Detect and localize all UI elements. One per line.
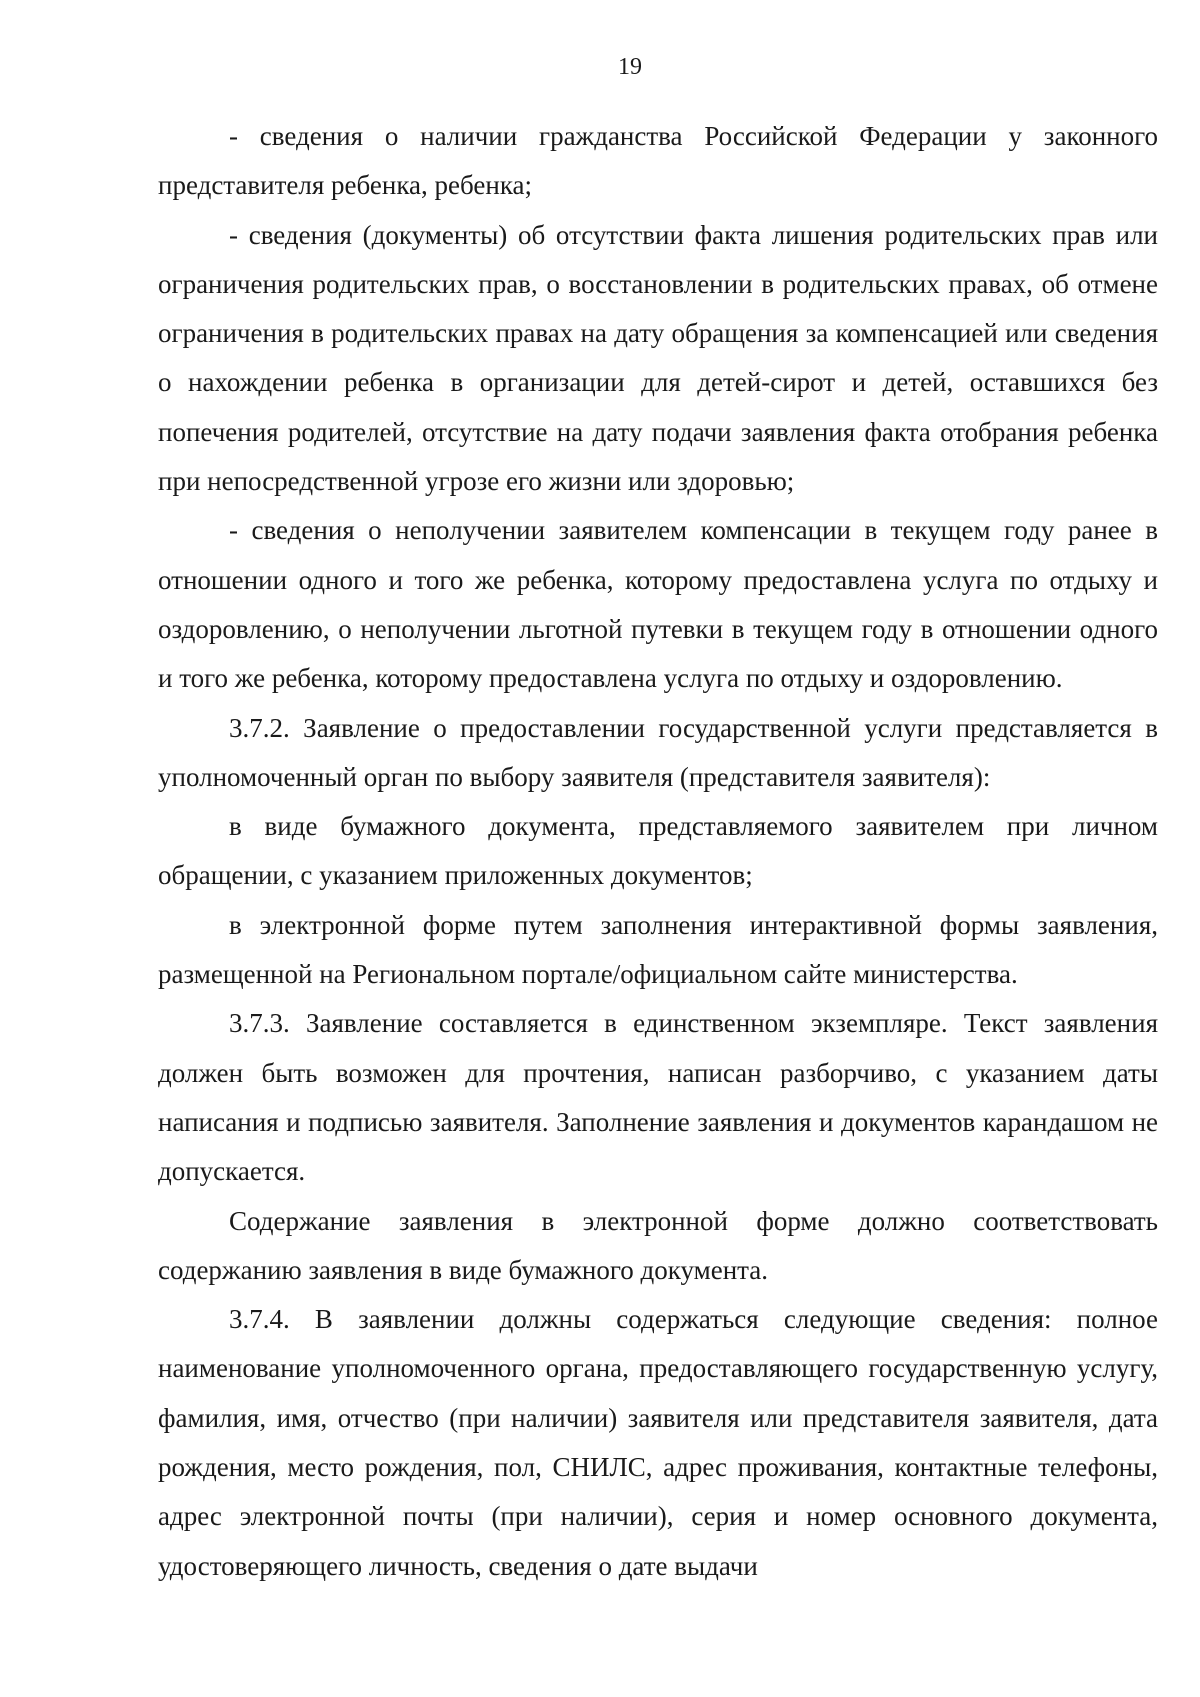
- page-number: 19: [618, 54, 642, 80]
- paragraph-3-7-4: 3.7.4. В заявлении должны содержаться следующие сведения: полное наименование уполномоченного органа, предоставляющего государственную услугу, фамилия, имя, отчество (при наличии) заявителя или представителя заявителя, дата рождения, место рождения, пол, СНИЛС, адрес проживания, контактные телефоны, адрес электронной почты (при наличии), серия и номер основного документа, удостоверяющего личность, сведения о дате выдачи: [158, 1304, 1158, 1581]
- paragraph-electronic-form: в электронной форме путем заполнения интерактивной формы заявления, размещенной на Региональном портале/официальном сайте министерства.: [158, 909, 1158, 990]
- paragraph-3-7-2: 3.7.2. Заявление о предоставлении государственной услуги представляется в уполномоченный орган по выбору заявителя (представителя заявителя):: [158, 712, 1158, 792]
- paragraph-no-compensation: - сведения о неполучении заявителем компенсации в текущем году ранее в отношении одного и того же ребенка, которому предоставлена услуга по отдыху и оздоровлению, о неполучении льготной путевки в текущем году в отношении одного и того же ребенка, которому предоставлена услуга по отдыху и оздоровлению.: [158, 515, 1158, 694]
- paragraph-citizenship: - сведения о наличии гражданства Российской Федерации у законного представителя ребенка, ребенка;: [158, 121, 1158, 201]
- paragraph-parental-rights: - сведения (документы) об отсутствии факта лишения родительских прав или ограничения родительских прав, о восстановлении в родительских правах, об отмене ограничения в родительских правах на дату обращения за компенсацией или сведения о нахождении ребенка в организации для детей-сирот и детей, оставшихся без попечения родителей, отсутствие на дату подачи заявления факта отобрания ребенка при непосредственной угрозе его жизни или здоровью;: [158, 219, 1158, 497]
- paragraph-electronic-content: Содержание заявления в электронной форме должно соответствовать содержанию заявления в виде бумажного документа.: [158, 1205, 1158, 1285]
- paragraph-3-7-3: 3.7.3. Заявление составляется в единственном экземпляре. Текст заявления должен быть возможен для прочтения, написан разборчиво, с указанием даты написания и подписью заявителя. Заполнение заявления и документов карандашом не допускается.: [158, 1008, 1158, 1187]
- document-body: [158, 112, 1158, 1591]
- paragraph-paper-form: в виде бумажного документа, представляемого заявителем при личном обращении, с указанием приложенных документов;: [158, 811, 1158, 891]
